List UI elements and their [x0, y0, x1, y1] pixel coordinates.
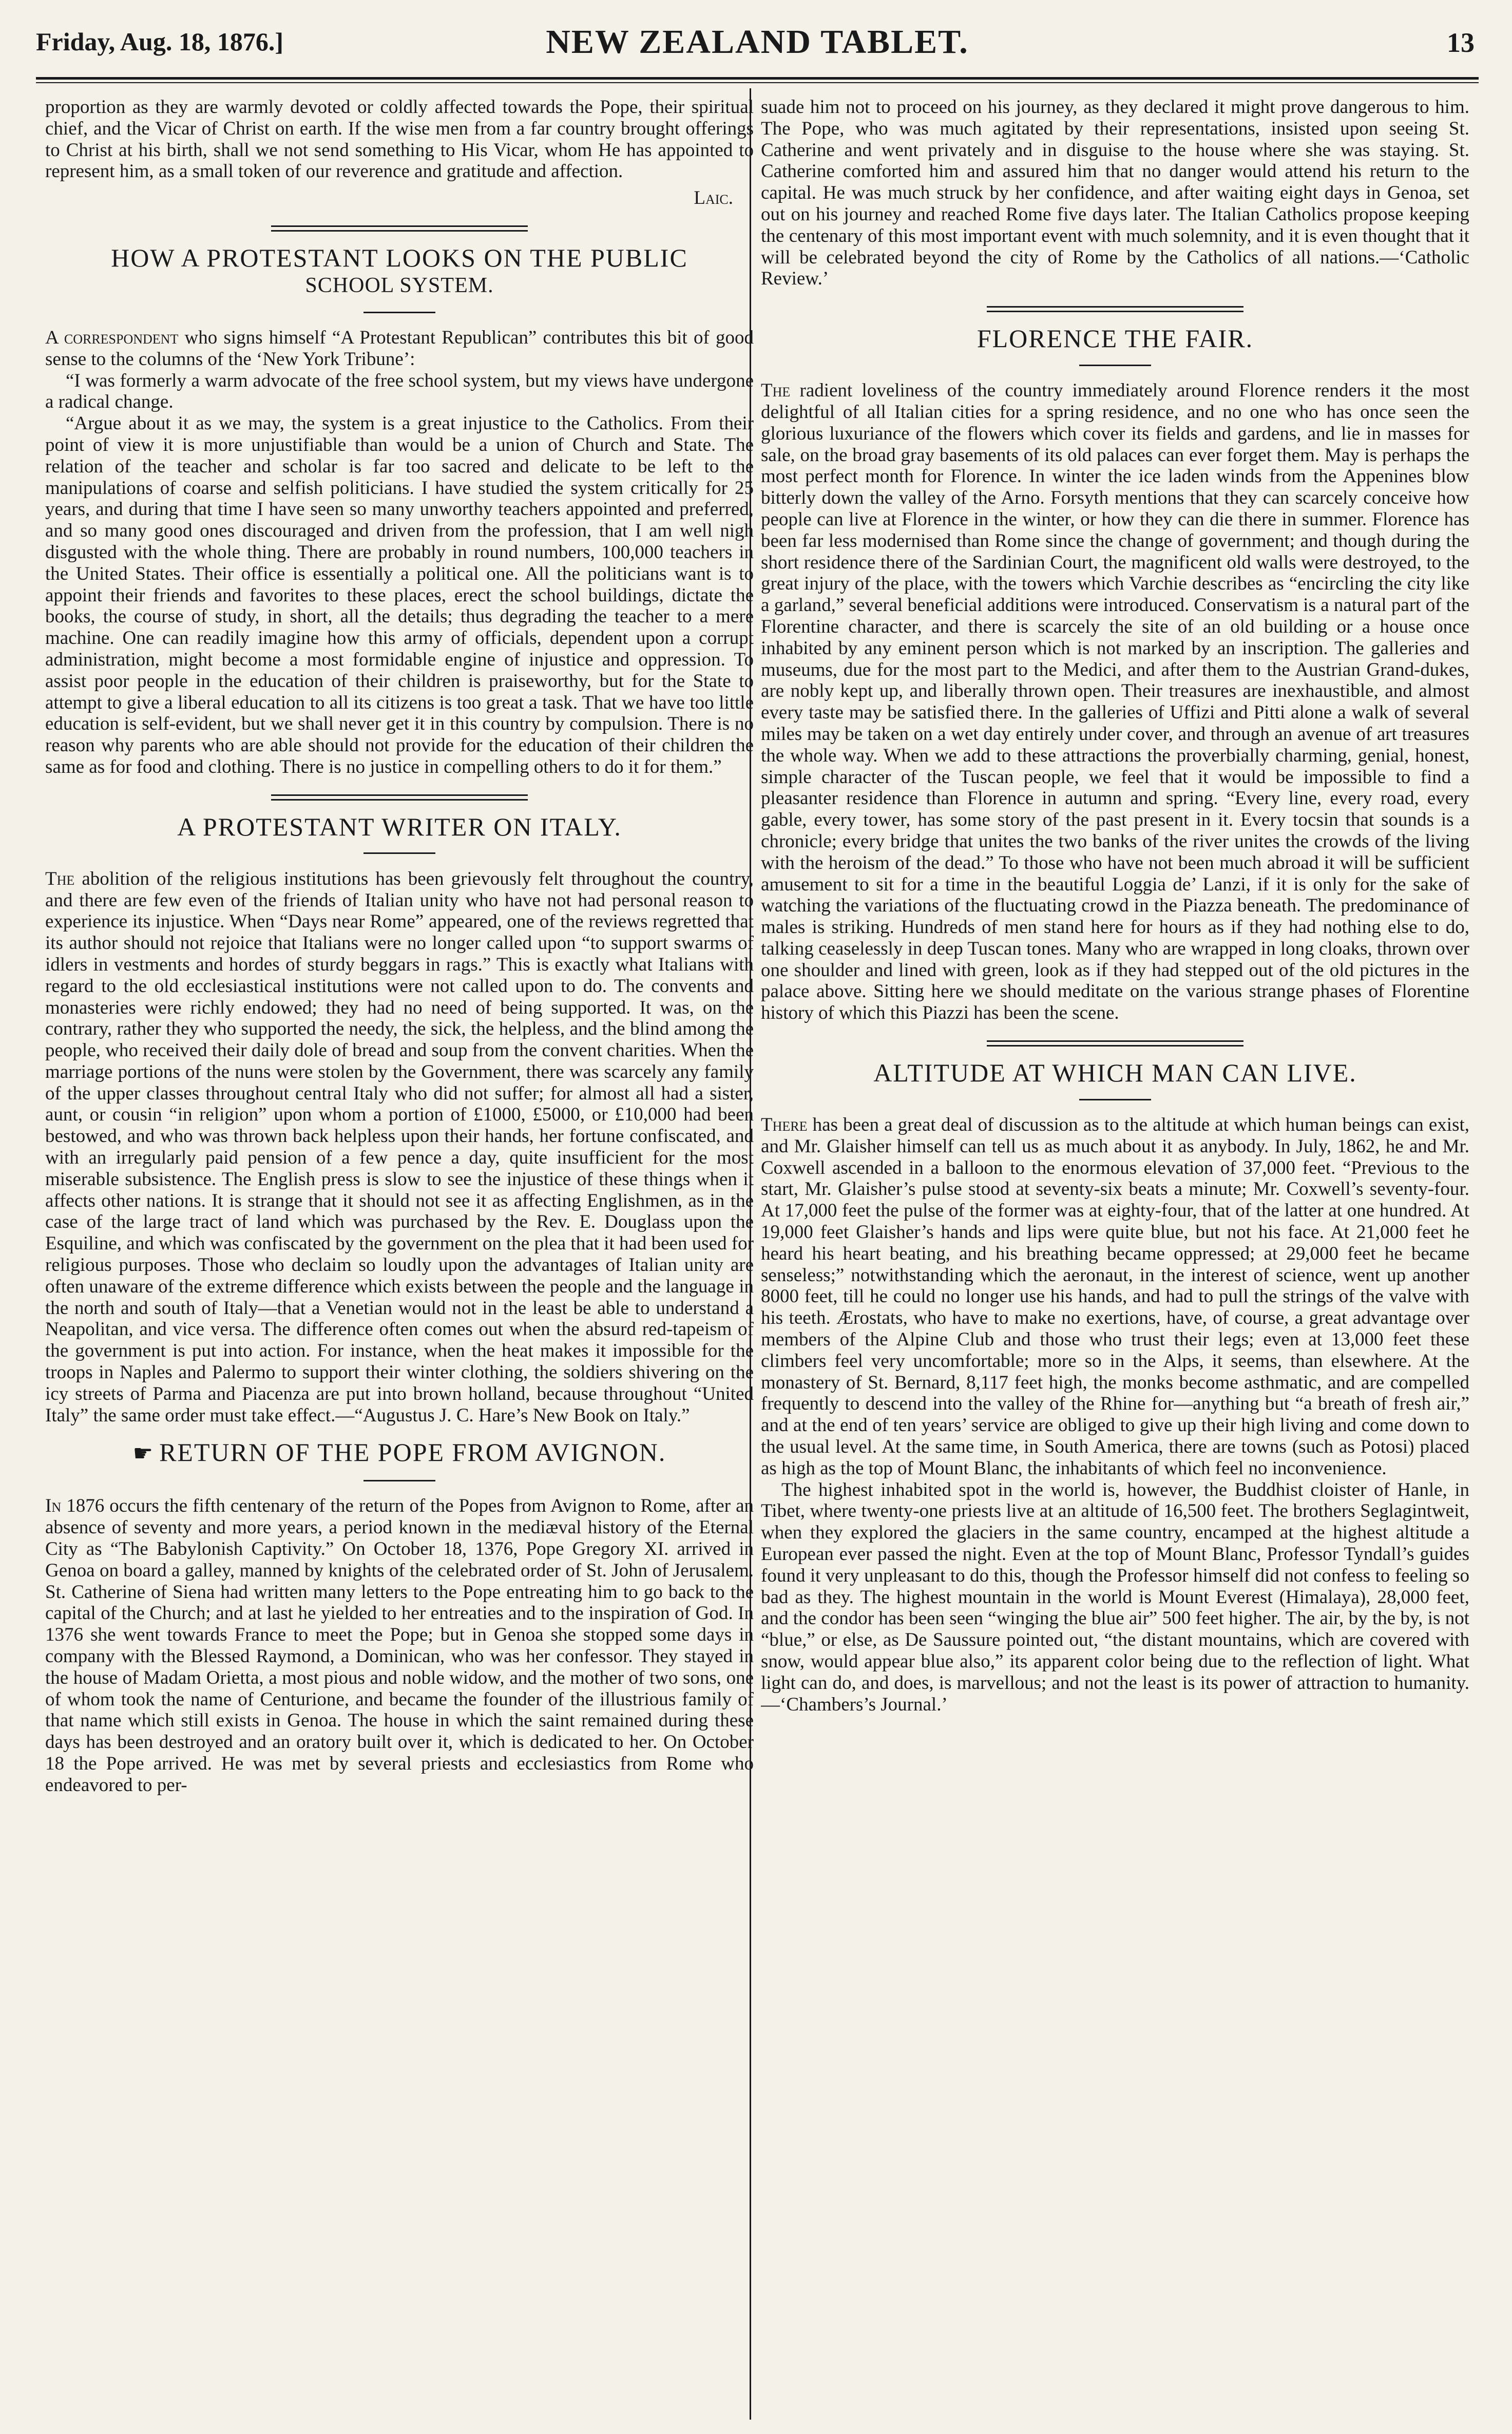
lead-word: The [761, 380, 791, 402]
page-number: 13 [1447, 27, 1475, 58]
title-ornament [45, 303, 754, 319]
article-paragraph: There has been a great deal of discussion as to the altitude at which human beings can exist, and Mr. Glaisher himself can tell us as much about it as anybody. In July, 1862, he and Mr. Coxwell ascended in a balloon to the enormous elevation of 37,000 feet. “Previous to the start, Mr. Glaisher’s pulse stood at seventy-six beats a minute; Mr. Coxwell’s seventy-four. At 17,000 feet the pulse of the former was at eighty-four, that of the latter at one hundred. At 19,000 feet Glaisher’s hands and lips were quite blue, but not his face. At 21,000 feet he heard his heart beating, and his breathing became oppressed; at 29,000 feet he became senseless;” notwithstanding which the aeronaut, in the interest of science, went up another 8000 feet, till he could no longer use his hands, and had to pull the strings of the valve with his teeth. Ærostats, who have to make no exertions, have, of course, a great advantage over members of the Alpine Club and those who trust their legs; even at 13,000 feet these climbers feel very uncomfortable; more so in the Alps, it seems, than elsewhere. At the monastery of St. Bernard, 8,117 feet high, the monks become asthmatic, and are compelled frequently to descend into the valley of the Rhine for—anything but “a breath of fresh air,” and at the end of ten years’ service are obliged to give up their high living and come down to the usual level. At the same time, in South America, there are towns (such as Potosi) placed as high as the top of Mount Blanc, the inhabitants of which feel no inconvenience. [761, 1114, 1469, 1479]
article-paragraph: The highest inhabited spot in the world is, however, the Buddhist cloister of Hanle, in Tibet, where twenty-one priests live at an altitude of 16,500 feet. The brothers Seglagintweit, when they explored the glaciers in the same country, encamped at the highest altitude a European ever passed the night. Even at the top of Mount Blanc, Professor Tyndall’s guides found it very unpleasant to do this, though the Professor himself did not confess to feeling so bad as they. The highest mountain in the world is Mount Everest (Himalaya), 28,000 feet, and the condor has been seen “winging the blue air” 500 feet higher. The air, by the by, is not “blue,” or else, as De Saussure pointed out, “the distant mountains, which are covered with snow, would appear blue also,” its apparent color being due to the reflection of light. What light can do, and does, is marvellous; and not the least is its power of attraction to humanity.—‘Chambers’s Journal.’ [761, 1479, 1469, 1715]
pointing-hand-icon: ☛ [132, 1441, 155, 1467]
title-ornament [761, 356, 1469, 372]
right-column [761, 97, 1469, 2412]
continuation-paragraph: suade him not to proceed on his journey, as they declared it might prove dangerous to him. The Pope, who was much agitated by their representations, insisted upon seeing St. Catherine and went privately and in disguise to the house where she was staying. St. Catherine comforted him and assured him that no danger would attend his return to the capital. He was much struck by her confidence, and after waiting eight days in Genoa, set out on his journey and reached Rome five days later. The Italian Catholics propose keeping the centenary of this most important event with much solemnity, and it is even thought that it will be celebrated beyond the city of Rome by the Catholics of all nations.—‘Catholic Review.’ [761, 97, 1469, 290]
header-rule-thin [36, 82, 1479, 83]
section-rule [271, 794, 528, 801]
article-paragraph: “Argue about it as we may, the system is a great injustice to the Catholics. From their point of view it is more unjustifiable than would be a union of Church and State. The relation of the teacher and scholar is far too sacred and delicate to be left to the manipulations of coarse and selfish politicians. I have studied the system critically for 25 years, and during that time I have seen so many unworthy teachers appointed and preferred, and so many good ones discouraged and driven from the profession, that I am well nigh disgusted with the whole thing. There are probably in round numbers, 100,000 teachers in the United States. Their office is essentially a political one. All the politicians want is to appoint their friends and favorites to these places, erect the school buildings, dictate the books, the course of study, in short, all the details; thus degrading the teacher to a mere machine. One can readily imagine how this army of officials, dependent upon a corrupt administration, might become a most formidable engine of injustice and oppression. To assist poor people in the education of their children is praiseworthy, but for the State to attempt to give a liberal education to all its citizens is too great a task. That we have too little education is self-evident, but we shall never get it in this country by compulsion. There is no reason why parents who are able should not provide for the education of their children the same as for food and clothing. There is no justice in compelling others to do it for them.” [45, 413, 754, 777]
left-column [45, 97, 754, 2412]
lead-word: In [45, 1495, 62, 1517]
florence-title: FLORENCE THE FAIR. [977, 324, 1254, 353]
lead-word: There [761, 1114, 808, 1136]
altitude-title: ALTITUDE AT WHICH MAN CAN LIVE. [873, 1058, 1357, 1088]
masthead-title: NEW ZEALAND TABLET. [546, 23, 969, 61]
intro-signature: Laic. [694, 187, 733, 209]
article-paragraph: “I was formerly a warm advocate of the free school system, but my views have undergone a radical change. [45, 370, 754, 413]
section-rule [987, 306, 1243, 312]
issue-date: Friday, Aug. 18, 1876.] [36, 27, 283, 56]
article-paragraph: The radient loveliness of the country immediately around Florence renders it the most delightful of all Italian cities for a spring residence, and no one who has once seen the glorious luxuriance of the flowers which cover its fields and gardens, and lie in masses for sale, on the broad gray basements of its old palaces can ever forget them. May is perhaps the most perfect month for Florence. In winter the ice laden winds from the Appenines blow bitterly down the valley of the Arno. Forsyth mentions that they can scarcely conceive how people can live at Florence in the winter, or how they can die there in summer. Florence has been far less modernised than Rome since the change of government; and though during the short residence there of the Sardinian Court, the magnificent old walls were destroyed, to the great injury of the place, with the towers which Varchie describes as “encircling the city like a garland,” several beneficial additions were introduced. Conservatism is a natural part of the Florentine character, and there is scarcely the site of an old building or a house once inhabited by any eminent person which is not marked by an inscription. The galleries and museums, due for the most part to the Medici, and after them to the Austrian Grand-dukes, are nobly kept up, and liberally thrown open. Their treasures are inexhaustible, and almost every taste may be satisfied there. In the galleries of Uffizi and Pitti alone a walk of several miles may be taken on a wet day entirely under cover, and through an avenue of art treasures the whole way. When we add to these attractions the proverbially charming, genial, honest, simple character of the Tuscan people, we feel that it would be impossible to find a pleasanter residence than Florence in autumn and spring. “Every line, every road, every gable, every tower, has some story of the past present in it. Every tocsin that sounds is a chronicle; every bridge that unites the two banks of the river unites the crowds of the living with the heroism of the dead.” To those who have not been much abroad it will be sufficient amusement to sit for a time in the beautiful Loggia de’ Lanzi, if it is only for the sake of watching the variations of the fluctuating crowd in the Piazza beneath. The predominance of males is striking. Hundreds of men stand here for hours as if they had nothing else to do, talking ceaselessly in deep Tuscan tones. Many who are wrapped in long cloaks, thrown over one shoulder and lined with green, look as if they had stepped out of the old pictures in the palace above. Sitting here we should meditate on the various strange phases of Florentine history of which this Piazzi has been the scene. [761, 380, 1469, 1024]
intro-paragraph: proportion as they are warmly devoted or coldly affected towards the Pope, their spiritual chief, and the Vicar of Christ on earth. If the wise men from a far country brought offerings to Christ at his birth, shall we not send something to His Vicar, whom He has appointed to represent him, as a small token of our reverence and gratitude and affection. [45, 97, 754, 182]
lead-word: A correspondent [45, 327, 179, 348]
article-paragraph: The abolition of the religious institutions has been grievously felt throughout the country, and there are few even of the friends of Italian unity who have not had personal reason to experience its injustice. When “Days near Rome” appeared, one of the reviews regretted that its author should not rejoice that Italians were no longer called upon “to support swarms of idlers in vestments and hordes of sturdy beggars in rags.” This is exactly what Italians with regard to the old ecclesiastical institutions were not called upon to do. The convents and monasteries were richly endowed; they had no need of being supported. It was, on the contrary, rather they who supported the needy, the sick, the helpless, and the blind among the people, who received their daily dole of bread and soup from the convent charities. When the marriage portions of the nuns were stolen by the Government, there was scarcely any family of the upper classes throughout central Italy who did not suffer; for almost all had a sister, aunt, or cousin “in religion” upon whom a portion of £1000, £5000, or £10,000 had been bestowed, and who was thrown back helpless upon their hands, her fortune confiscated, and with an irregularly paid pension of a few pence a day, quite insufficient for the most miserable subsistence. The English press is slow to see the injustice of these things when it affects other nations. It is strange that it should not see it as affecting Englishmen, as in the case of the large tract of land which was purchased by the Rev. E. Douglass upon the Esquiline, and which was confiscated by the government on the plea that it had been used for religious purposes. Those who declaim so loudly upon the advantages of Italian unity are often unaware of the extreme difference which exists between the people and the language in the north and south of Italy—that a Venetian would not in the least be able to understand a Neapolitan, and vice versa. The difference often comes out when the absurd red-tapeism of the government is put into action. For instance, when the heat makes it impossible for the troops in Naples and Palermo to support their winter clothing, the soldiers shivering on the icy streets of Parma and Piacenza are put into brown holland, because throughout “United Italy” the same order must take effect.—“Augustus J. C. Hare’s New Book on Italy.” [45, 868, 754, 1426]
return-pope-title: ☛ RETURN OF THE POPE FROM AVIGNON. [132, 1438, 666, 1467]
header-rule [36, 77, 1479, 80]
title-ornament [761, 1091, 1469, 1106]
article-paragraph: In 1876 occurs the fifth centenary of the return of the Popes from Avignon to Rome, after an absence of seventy and more years, a period known in the mediæval history of the Eternal City as “The Babylonish Captivity.” On October 18, 1376, Pope Gregory XI. arrived in Genoa on board a galley, manned by knights of the celebrated order of St. John of Jerusalem. St. Catherine of Siena had written many letters to the Pope entreating him to go back to the capital of the Church; and at last he yielded to her entreaties and to the inspiration of God. In 1376 she went towards France to meet the Pope; but in Genoa she stopped some days in company with the Blessed Raymond, a Dominican, who was her confessor. They stayed in the house of Madam Orietta, a most pious and noble widow, and the mother of two sons, one of whom took the name of Centurione, and became the founder of the illustrious family of that name which still exists in Genoa. The house in which the saint remained during these days has been destroyed and an oratory built over it, which is dedicated to her. On October 18 the Pope arrived. He was met by several priests and ecclesiastics from Rome who endeavored to per- [45, 1495, 754, 1796]
article-paragraph: A correspondent who signs himself “A Protestant Republican” contributes this bit of good sense to the columns of the ‘New York Tribune’: [45, 327, 754, 370]
protestant-looks-subtitle: SCHOOL SYSTEM. [305, 273, 494, 297]
title-ornament [45, 845, 754, 860]
section-rule [987, 1040, 1243, 1047]
page-header [36, 23, 1479, 76]
lead-word: The [45, 868, 75, 889]
section-rule [271, 225, 528, 232]
writer-italy-title: A PROTESTANT WRITER ON ITALY. [177, 812, 622, 841]
protestant-looks-title: HOW A PROTESTANT LOOKS ON THE PUBLIC [111, 243, 688, 272]
title-ornament [45, 1472, 754, 1487]
